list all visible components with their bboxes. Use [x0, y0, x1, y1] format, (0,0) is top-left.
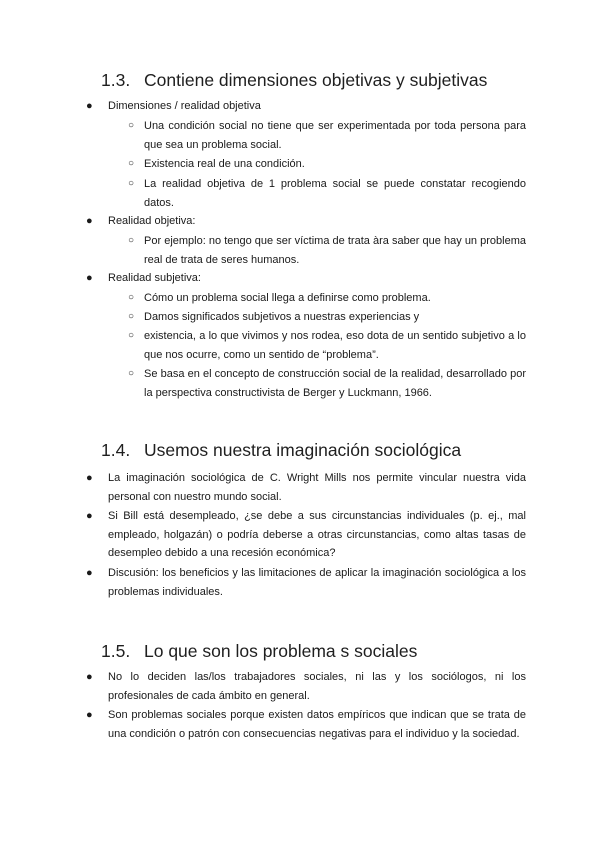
section-title: Usemos nuestra imaginación sociológica	[144, 440, 462, 460]
section-title: Lo que son los problema s sociales	[144, 641, 418, 661]
sub-list-item: Por ejemplo: no tengo que ser víctima de trata àra saber que hay un problema real de trata de seres humanos.	[144, 235, 526, 266]
sub-list-item: existencia, a lo que vivimos y nos rodea, eso dota de un sentido subjetivo a lo que nos ocurre, como un sentido de “problema”.	[144, 330, 526, 361]
section-heading-1-5	[101, 641, 417, 662]
section-number: 1.5.	[101, 641, 131, 661]
sub-bullet-icon: ○	[128, 330, 135, 341]
section-title: Contiene dimensiones objetivas y subjetivas	[144, 70, 488, 90]
sub-list-item: Damos significados subjetivos a nuestras experiencias y	[144, 311, 420, 323]
section-heading-1-4	[101, 440, 461, 461]
list-item: Son problemas sociales porque existen datos empíricos que indican que se trata de una condición o patrón con consecuencias negativas para el individuo y la sociedad.	[108, 709, 526, 740]
bullet-icon: ●	[86, 709, 93, 721]
bullet-icon: ●	[86, 272, 93, 284]
sub-list-item: La realidad objetiva de 1 problema social se puede constatar recogiendo datos.	[144, 178, 526, 209]
sub-bullet-icon: ○	[128, 235, 135, 246]
list-item: Realidad subjetiva:	[108, 272, 201, 284]
list-item: Realidad objetiva:	[108, 215, 196, 227]
sub-bullet-icon: ○	[128, 311, 135, 322]
bullet-icon: ●	[86, 215, 93, 227]
sub-bullet-icon: ○	[128, 292, 135, 303]
sub-list-item: Cómo un problema social llega a definirse como problema.	[144, 292, 431, 304]
sub-bullet-icon: ○	[128, 120, 135, 131]
list-item: La imaginación sociológica de C. Wright Mills nos permite vincular nuestra vida personal con nuestro mundo social.	[108, 472, 526, 503]
list-item: Si Bill está desempleado, ¿se debe a sus circunstancias individuales (p. ej., mal empleado, holgazán) o podría deberse a otras circunstancias, como altas tasas de desempleo debido a una recesión económica?	[108, 510, 526, 560]
list-item: Discusión: los beneficios y las limitaciones de aplicar la imaginación sociológica a los problemas individuales.	[108, 567, 526, 598]
list-item: Dimensiones / realidad objetiva	[108, 100, 261, 112]
list-item: No lo deciden las/los trabajadores sociales, ni las y los sociólogos, ni los profesionales de cada ámbito en general.	[108, 671, 526, 702]
bullet-icon: ●	[86, 510, 93, 522]
sub-list-item: Se basa en el concepto de construcción social de la realidad, desarrollado por la perspectiva constructivista de Berger y Luckmann, 1966.	[144, 368, 526, 399]
bullet-icon: ●	[86, 472, 93, 484]
sub-bullet-icon: ○	[128, 158, 135, 169]
sub-list-item: Una condición social no tiene que ser experimentada por toda persona para que sea un problema social.	[144, 120, 526, 151]
bullet-icon: ●	[86, 567, 93, 579]
section-number: 1.4.	[101, 440, 131, 460]
section-number: 1.3.	[101, 70, 131, 90]
sub-bullet-icon: ○	[128, 368, 135, 379]
bullet-icon: ●	[86, 671, 93, 683]
section-heading-1-3	[101, 70, 487, 91]
sub-bullet-icon: ○	[128, 178, 135, 189]
sub-list-item: Existencia real de una condición.	[144, 158, 305, 170]
bullet-icon: ●	[86, 100, 93, 112]
